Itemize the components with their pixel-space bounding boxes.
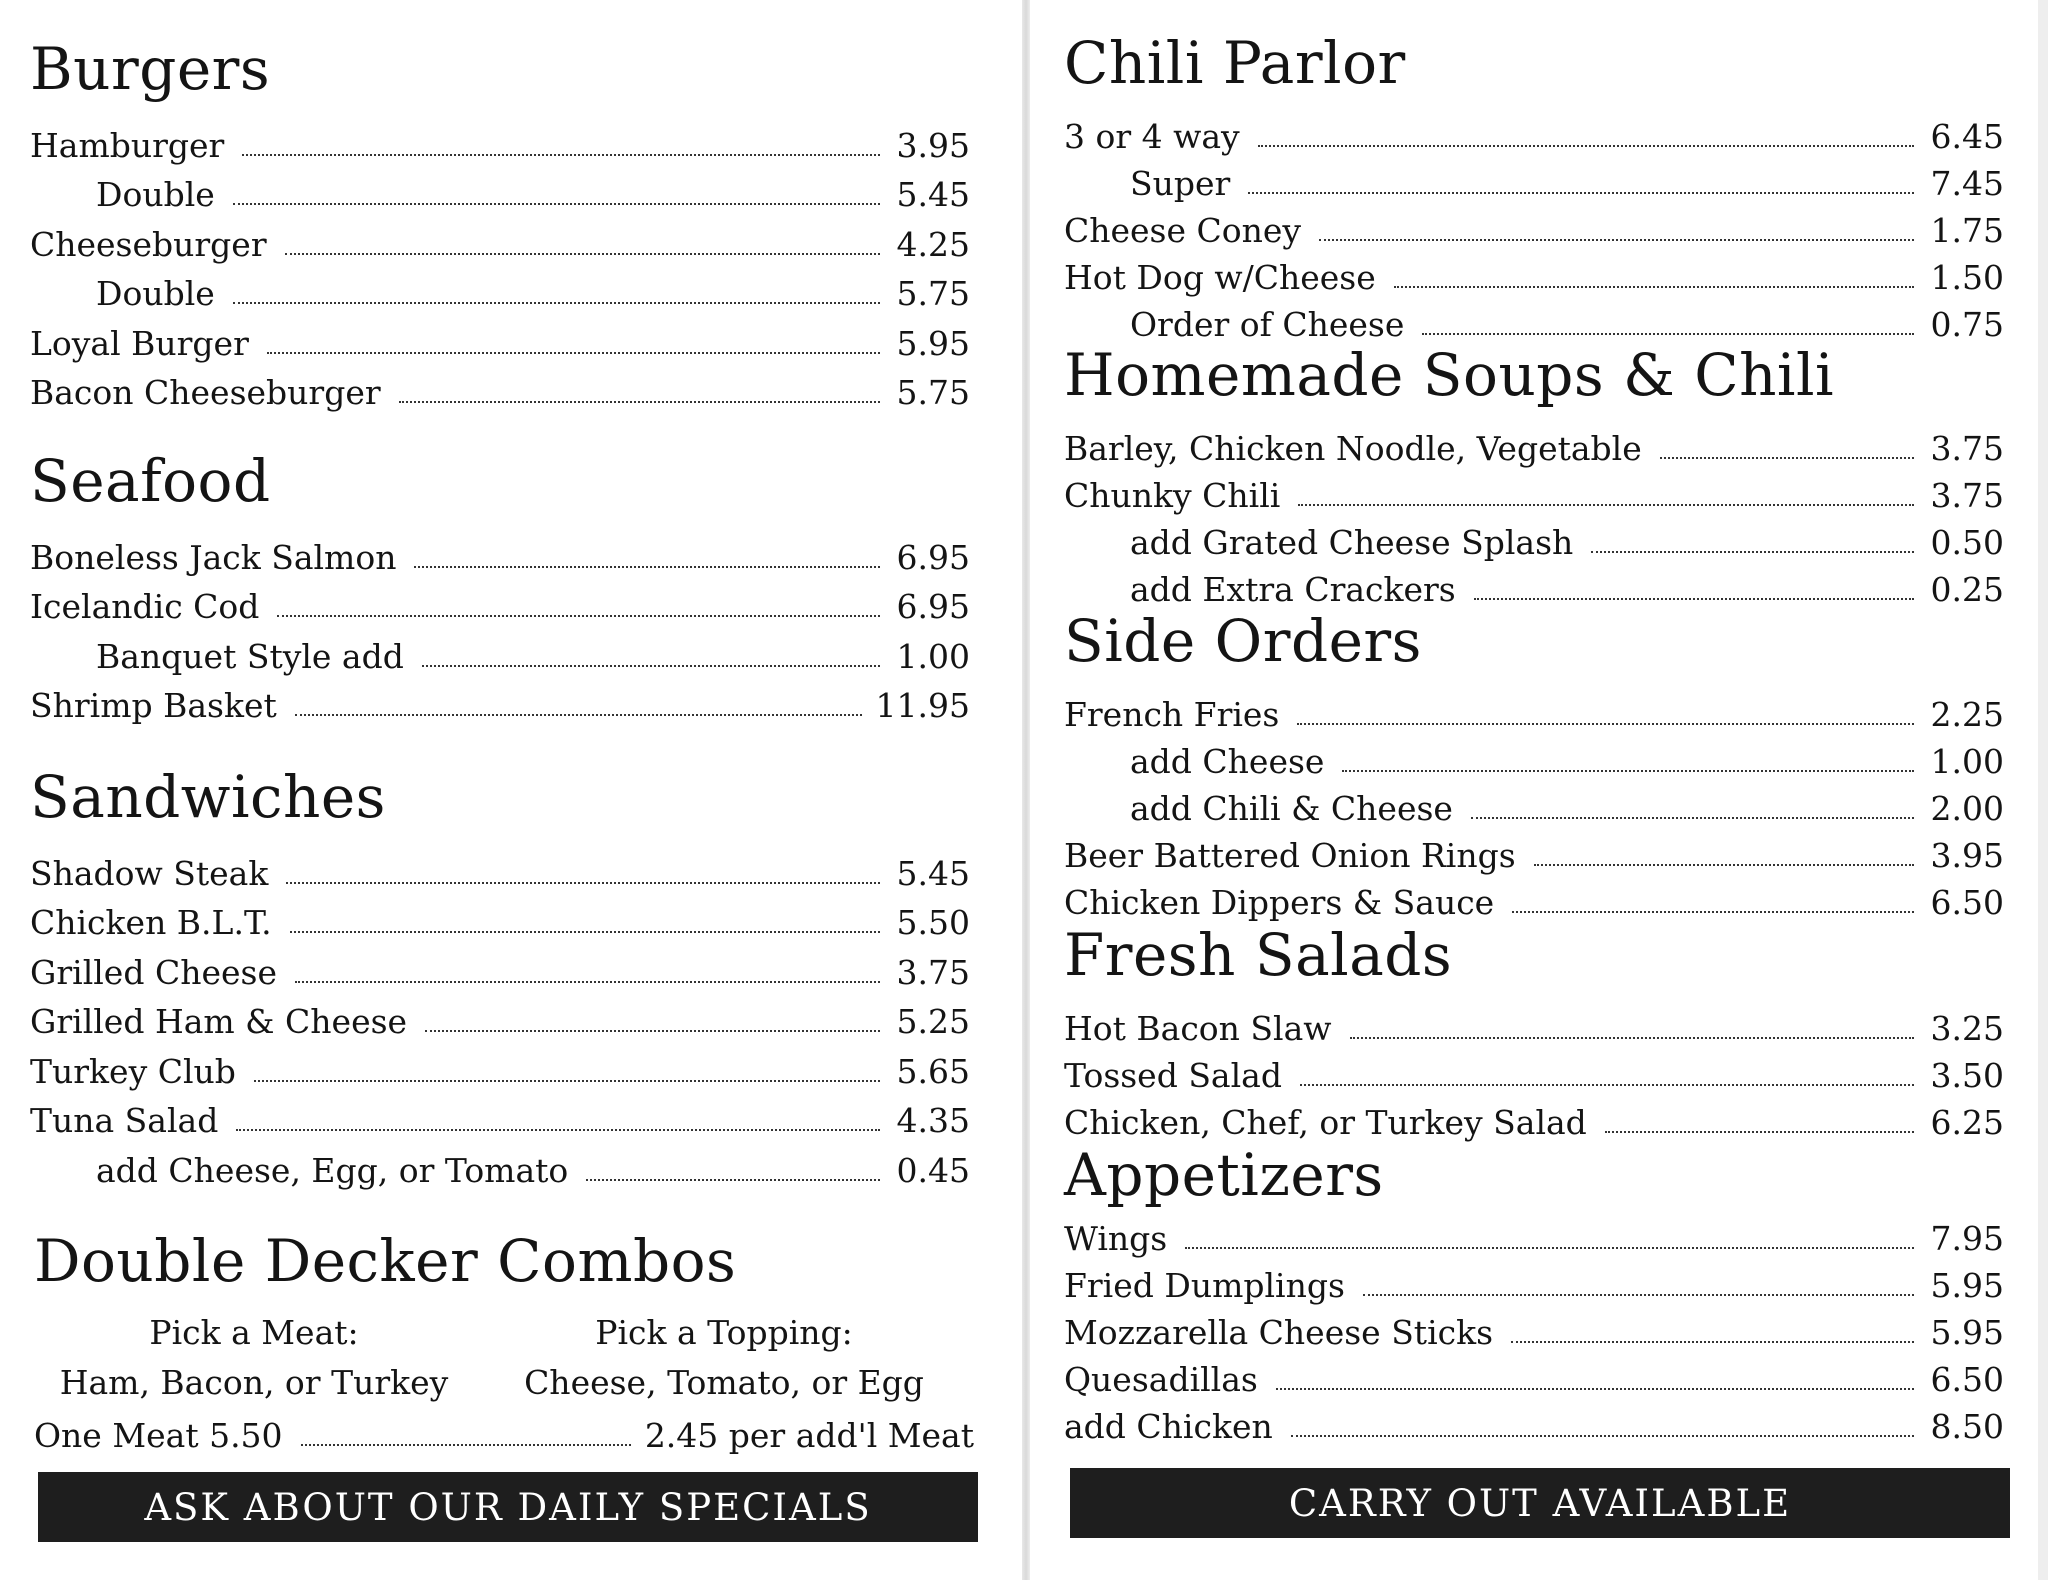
dot-leader bbox=[1394, 286, 1914, 288]
dot-leader bbox=[1319, 239, 1914, 241]
item-name: add Chili & Cheese bbox=[1130, 789, 1453, 828]
item-price: 3.95 bbox=[896, 125, 970, 165]
menu-item bbox=[1064, 998, 2004, 1048]
dot-leader bbox=[1291, 1435, 1914, 1437]
dot-leader bbox=[1474, 598, 1914, 600]
menu-item bbox=[1064, 684, 2004, 734]
item-price: 6.95 bbox=[896, 537, 970, 577]
dot-leader bbox=[422, 665, 880, 667]
menu-item bbox=[30, 1137, 970, 1190]
item-name: Super bbox=[1130, 164, 1231, 203]
item-price: 1.00 bbox=[1930, 742, 2004, 781]
item-name: Loyal Burger bbox=[30, 323, 249, 363]
menu-item bbox=[1064, 512, 2004, 562]
menu-item bbox=[1064, 1349, 2004, 1399]
dot-leader bbox=[277, 615, 880, 617]
item-name: Grilled Cheese bbox=[30, 952, 277, 992]
left-menu-page bbox=[0, 0, 1022, 1580]
item-name: Grilled Ham & Cheese bbox=[30, 1002, 408, 1041]
menu-item bbox=[30, 162, 970, 212]
dot-leader bbox=[267, 352, 880, 354]
item-name: Boneless Jack Salmon bbox=[30, 537, 397, 577]
item-price: 5.65 bbox=[896, 1051, 970, 1091]
item-name: Quesadillas bbox=[1064, 1360, 1258, 1399]
dot-leader bbox=[1591, 551, 1914, 553]
item-name: Cheese Coney bbox=[1064, 211, 1302, 250]
item-price: 3.75 bbox=[896, 952, 970, 992]
item-price: 5.45 bbox=[896, 175, 970, 214]
item-price: 4.35 bbox=[896, 1101, 970, 1140]
appetizers-section bbox=[1064, 1141, 2004, 1446]
combos-section bbox=[34, 1227, 974, 1455]
dot-leader bbox=[1511, 1341, 1914, 1343]
item-price: 6.50 bbox=[1930, 1360, 2004, 1399]
menu-item bbox=[1064, 731, 2004, 781]
menu-item bbox=[1064, 1208, 2004, 1258]
menu-item bbox=[30, 310, 970, 363]
item-price: 5.50 bbox=[896, 903, 970, 942]
item-price: 6.95 bbox=[896, 587, 970, 626]
item-price: 4.25 bbox=[896, 224, 970, 264]
item-name: Icelandic Cod bbox=[30, 587, 260, 626]
menu-item bbox=[1064, 1092, 2004, 1142]
menu-item bbox=[1064, 559, 2004, 609]
menu-item bbox=[30, 211, 970, 264]
combo-options-row bbox=[34, 1352, 974, 1402]
meat-heading: Pick a Meat: bbox=[149, 1313, 359, 1352]
menu-item bbox=[1064, 294, 2004, 344]
menu-item bbox=[30, 261, 970, 311]
dot-leader bbox=[1300, 1084, 1914, 1086]
seafood-section bbox=[30, 447, 970, 725]
menu-item bbox=[1064, 418, 2004, 468]
burgers-section bbox=[30, 35, 970, 412]
dot-leader bbox=[1185, 1247, 1914, 1249]
item-name: Order of Cheese bbox=[1130, 305, 1405, 344]
menu-fold bbox=[1022, 0, 1030, 1580]
topping-heading: Pick a Topping: bbox=[595, 1313, 853, 1352]
item-price: 5.25 bbox=[896, 1002, 970, 1041]
item-name: Mozzarella Cheese Sticks bbox=[1064, 1313, 1494, 1352]
menu-item bbox=[30, 840, 970, 893]
item-name: Double bbox=[96, 175, 215, 214]
item-name: Wings bbox=[1064, 1219, 1168, 1258]
item-price: 5.95 bbox=[1930, 1313, 2004, 1352]
item-price: 3.25 bbox=[1930, 1009, 2004, 1048]
carry-out-banner: CARRY OUT AVAILABLE bbox=[1070, 1468, 2010, 1538]
item-price: 1.50 bbox=[1930, 258, 2004, 297]
item-price: 3.75 bbox=[1930, 476, 2004, 515]
section-title: Seafood bbox=[30, 447, 271, 515]
menu-item bbox=[30, 939, 970, 992]
dot-leader bbox=[290, 931, 880, 933]
menu-item bbox=[30, 1088, 970, 1138]
dot-leader bbox=[1605, 1131, 1914, 1133]
dot-leader bbox=[233, 302, 880, 304]
item-name: add Chicken bbox=[1064, 1407, 1273, 1446]
additional-meat-price: 2.45 per add'l Meat bbox=[644, 1415, 974, 1455]
item-name: Shadow Steak bbox=[30, 853, 269, 893]
item-name: Chicken B.L.T. bbox=[30, 903, 272, 942]
item-price: 3.50 bbox=[1930, 1056, 2004, 1095]
menu-item bbox=[1064, 106, 2004, 156]
item-name: Chunky Chili bbox=[1064, 476, 1281, 515]
menu-item bbox=[30, 673, 970, 723]
topping-options: Cheese, Tomato, or Egg bbox=[524, 1363, 924, 1402]
dot-leader bbox=[295, 981, 880, 983]
item-price: 7.95 bbox=[1930, 1219, 2004, 1258]
item-price: 3.75 bbox=[1930, 429, 2004, 468]
section-title: Chili Parlor bbox=[1064, 29, 1406, 97]
dot-leader bbox=[1660, 457, 1914, 459]
item-name: Tossed Salad bbox=[1064, 1056, 1282, 1095]
item-name: 3 or 4 way bbox=[1064, 117, 1240, 156]
dot-leader bbox=[233, 203, 880, 205]
section-title: Sandwiches bbox=[30, 763, 386, 831]
menu-item bbox=[30, 574, 970, 624]
item-name: add Grated Cheese Splash bbox=[1130, 523, 1574, 562]
item-name: add Cheese, Egg, or Tomato bbox=[96, 1150, 569, 1190]
item-price: 6.45 bbox=[1930, 117, 2004, 156]
section-title: Fresh Salads bbox=[1064, 921, 1453, 989]
menu-item bbox=[1064, 200, 2004, 250]
item-name: Barley, Chicken Noodle, Vegetable bbox=[1064, 429, 1642, 468]
dot-leader bbox=[1342, 770, 1914, 772]
soups-section bbox=[1064, 341, 2004, 609]
dot-leader bbox=[295, 714, 862, 716]
item-name: French Fries bbox=[1064, 695, 1280, 734]
section-title: Homemade Soups & Chili bbox=[1064, 341, 1835, 409]
dot-leader bbox=[301, 1444, 631, 1446]
dot-leader bbox=[414, 566, 880, 568]
item-name: Hot Bacon Slaw bbox=[1064, 1009, 1332, 1048]
daily-specials-banner: ASK ABOUT OUR DAILY SPECIALS bbox=[38, 1472, 978, 1542]
item-price: 8.50 bbox=[1930, 1407, 2004, 1446]
dot-leader bbox=[242, 154, 880, 156]
menu-item bbox=[1064, 1396, 2004, 1446]
item-price: 0.50 bbox=[1930, 523, 2004, 562]
dot-leader bbox=[1363, 1294, 1914, 1296]
menu-item bbox=[1064, 153, 2004, 203]
dot-leader bbox=[1297, 723, 1914, 725]
item-name: Bacon Cheeseburger bbox=[30, 373, 381, 412]
menu-item bbox=[30, 524, 970, 577]
fresh-salads-section bbox=[1064, 921, 2004, 1142]
item-price: 2.00 bbox=[1930, 789, 2004, 828]
dot-leader bbox=[586, 1179, 880, 1181]
item-price: 7.45 bbox=[1930, 164, 2004, 203]
page-edge bbox=[2038, 0, 2048, 1580]
dot-leader bbox=[1512, 911, 1914, 913]
item-price: 6.50 bbox=[1930, 883, 2004, 922]
item-name: Fried Dumplings bbox=[1064, 1266, 1345, 1305]
chili-parlor-section bbox=[1064, 29, 2004, 344]
sandwiches-section bbox=[30, 763, 970, 1190]
dot-leader bbox=[1298, 504, 1914, 506]
section-title: Burgers bbox=[30, 35, 271, 103]
item-price: 5.45 bbox=[896, 853, 970, 893]
one-meat-price: One Meat 5.50 bbox=[34, 1415, 283, 1455]
item-price: 5.95 bbox=[1930, 1266, 2004, 1305]
item-price: 1.00 bbox=[896, 636, 970, 676]
dot-leader bbox=[1248, 192, 1914, 194]
dot-leader bbox=[1534, 864, 1914, 866]
item-name: add Cheese bbox=[1130, 742, 1325, 781]
menu-item bbox=[1064, 465, 2004, 515]
item-name: Turkey Club bbox=[30, 1051, 236, 1091]
dot-leader bbox=[286, 882, 880, 884]
dot-leader bbox=[1350, 1037, 1915, 1039]
item-price: 0.25 bbox=[1930, 570, 2004, 609]
item-name: Cheeseburger bbox=[30, 224, 267, 264]
item-price: 6.25 bbox=[1930, 1103, 2004, 1142]
menu-item bbox=[30, 112, 970, 165]
item-price: 3.95 bbox=[1930, 836, 2004, 875]
combo-price-row bbox=[34, 1402, 974, 1455]
section-title: Double Decker Combos bbox=[34, 1227, 737, 1295]
dot-leader bbox=[236, 1129, 880, 1131]
dot-leader bbox=[1276, 1388, 1914, 1390]
menu-item bbox=[1064, 872, 2004, 922]
menu-item bbox=[30, 623, 970, 676]
dot-leader bbox=[399, 401, 880, 403]
item-price: 5.75 bbox=[896, 373, 970, 412]
side-orders-section bbox=[1064, 607, 2004, 922]
menu-item bbox=[30, 989, 970, 1039]
dot-leader bbox=[425, 1030, 880, 1032]
menu-item bbox=[1064, 825, 2004, 875]
menu-item bbox=[1064, 778, 2004, 828]
item-price: 0.45 bbox=[896, 1150, 970, 1190]
item-name: Beer Battered Onion Rings bbox=[1064, 836, 1516, 875]
item-name: add Extra Crackers bbox=[1130, 570, 1456, 609]
item-name: Chicken Dippers & Sauce bbox=[1064, 883, 1495, 922]
item-price: 5.95 bbox=[896, 323, 970, 363]
menu-item bbox=[1064, 1255, 2004, 1305]
menu-item bbox=[30, 1038, 970, 1091]
item-name: Chicken, Chef, or Turkey Salad bbox=[1064, 1103, 1587, 1142]
item-price: 2.25 bbox=[1930, 695, 2004, 734]
menu-item bbox=[30, 360, 970, 410]
combo-headings-row bbox=[34, 1302, 974, 1352]
menu-item bbox=[1064, 1302, 2004, 1352]
item-price: 5.75 bbox=[896, 274, 970, 313]
dot-leader bbox=[285, 253, 880, 255]
item-name: Hot Dog w/Cheese bbox=[1064, 258, 1376, 297]
section-title: Side Orders bbox=[1064, 607, 1422, 675]
dot-leader bbox=[1471, 817, 1914, 819]
item-price: 1.75 bbox=[1930, 211, 2004, 250]
dot-leader bbox=[254, 1080, 880, 1082]
item-name: Tuna Salad bbox=[30, 1101, 219, 1140]
menu-item bbox=[1064, 247, 2004, 297]
item-name: Banquet Style add bbox=[96, 636, 404, 676]
menu-item bbox=[30, 890, 970, 940]
right-menu-page bbox=[1030, 0, 2048, 1580]
item-name: Shrimp Basket bbox=[30, 686, 277, 725]
menu-item bbox=[1064, 1045, 2004, 1095]
item-name: Hamburger bbox=[30, 125, 225, 165]
item-price: 11.95 bbox=[875, 686, 970, 725]
dot-leader bbox=[1258, 145, 1914, 147]
dot-leader bbox=[1422, 333, 1914, 335]
meat-options: Ham, Bacon, or Turkey bbox=[59, 1363, 449, 1402]
item-price: 0.75 bbox=[1930, 305, 2004, 344]
item-name: Double bbox=[96, 274, 215, 313]
section-title: Appetizers bbox=[1064, 1141, 1384, 1209]
